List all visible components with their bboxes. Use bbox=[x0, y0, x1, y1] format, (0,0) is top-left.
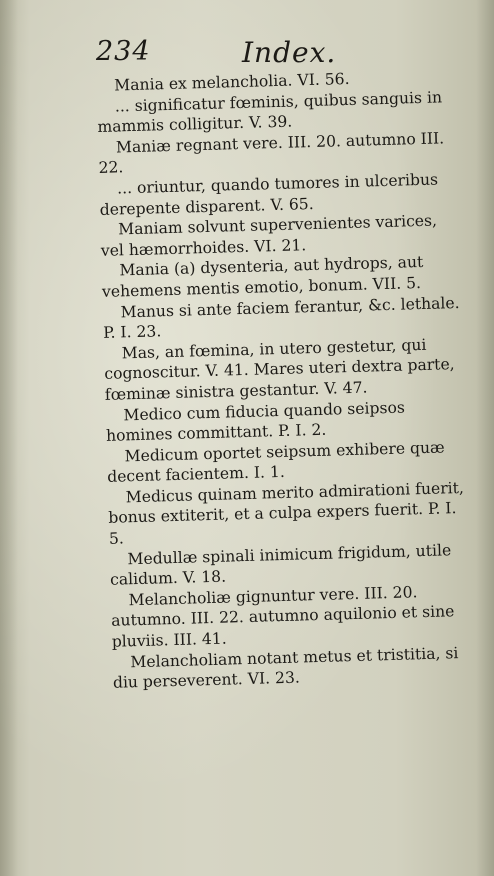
index-entries bbox=[96, 66, 475, 694]
index-entry: Maniæ regnant vere. III. 20. autumno III. 22. bbox=[98, 129, 445, 178]
index-entry: Mania (a) dysenteria, aut hydrops, aut vehemens mentis emotio, bonum. VII. 5. bbox=[101, 253, 424, 301]
index-entry: Melancholiæ gignuntur vere. III. 20. autumno. III. 22. autumno aquilonio et sine pluviis. III. 41. bbox=[110, 583, 455, 651]
page-left-edge-shadow bbox=[0, 0, 18, 876]
index-entry: Mania ex melancholia. VI. 56. bbox=[114, 69, 350, 95]
page-right-edge-shadow bbox=[476, 0, 494, 876]
index-entry: Mas, an fœmina, in utero gestetur, qui cognoscitur. V. 41. Mares uteri dextra parte, fœminæ sinistra gestantur. V. 47. bbox=[104, 335, 455, 404]
running-title: Index. bbox=[242, 36, 337, 69]
index-entry: Manus si ante faciem ferantur, &c. lethale. P. I. 23. bbox=[102, 293, 460, 343]
index-entry: ... significatur fœminis, quibus sanguis in mammis colligitur. V. 39. bbox=[97, 87, 443, 137]
index-entry: ... oriuntur, quando tumores in ulceribus derepente disparent. V. 65. bbox=[99, 170, 439, 219]
index-entry: Medico cum fiducia quando seipsos homines committant. P. I. 2. bbox=[105, 398, 406, 445]
index-entry: Melancholiam notant metus et tristitia, si diu perseverent. VI. 23. bbox=[112, 643, 459, 692]
index-entry: Medullæ spinali inimicum frigidum, utile calidum. V. 18. bbox=[109, 540, 452, 590]
page-number: 234 bbox=[96, 36, 151, 67]
index-entry: Medicus quinam merito admirationi fuerit, bonus extiterit, et a culpa expers fuerit. P. I. 5. bbox=[108, 478, 465, 548]
index-entry: Maniam solvunt supervenientes varices, vel hæmorrhoides. VI. 21. bbox=[100, 211, 438, 260]
index-entry: Medicum oportet seipsum exhibere quæ decent facientem. I. 1. bbox=[106, 438, 445, 487]
